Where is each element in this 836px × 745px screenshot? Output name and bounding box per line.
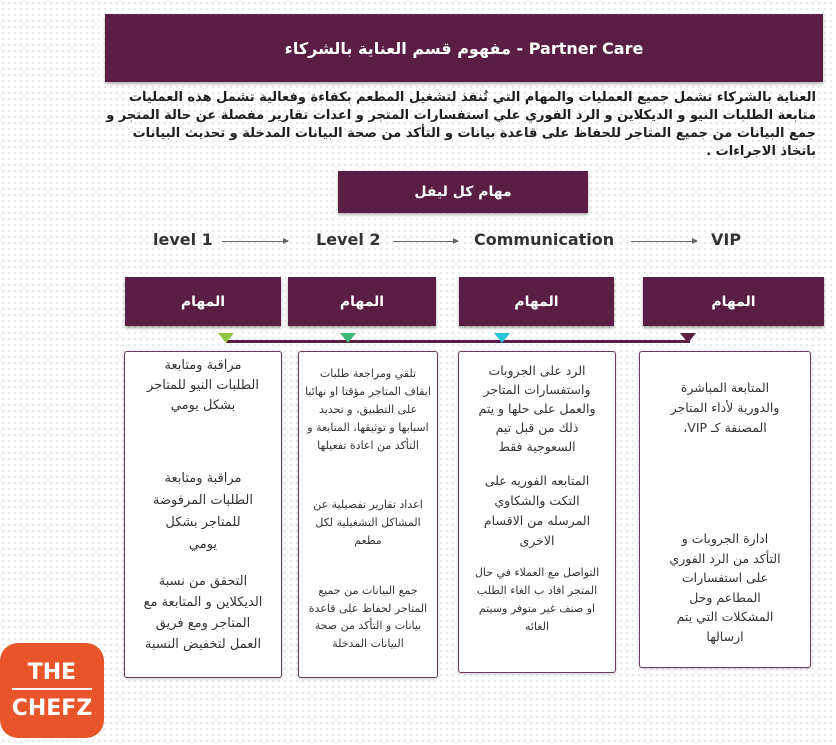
level-label-vip: VIP [711,230,742,249]
task-item: المتابعه الفوريه على التكت والشكاوي المرسله من الاقسام الاخرى [483,473,591,548]
column-box-communication [458,351,616,673]
column-box-level1 [124,351,282,678]
arrow-connector [631,241,697,242]
tasks-per-level-banner: مهام كل ليفل [338,171,588,213]
task-item: التحقق من نسبة الديكلاين و المتابعة مع المتاجر ومع فريق العمل لتخفيض النسبة [143,574,263,652]
triangle-marker-icon [680,333,696,343]
page-title: مفهوم قسم العناية بالشركاء - Partner Care [105,14,823,82]
triangle-marker-icon [218,333,234,343]
task-item: اعداد تقارير تفصيلية عن المشاكل التشغيلية لكل مطعم [313,498,423,547]
arrow-connector [393,241,458,242]
task-item: الرد على الجروبات واستفسارات المتاجر والعمل على حلها و يتم ذلك من قبل تيم السعوجية فقط [478,363,596,454]
column-header-vip: المهام [643,277,824,326]
level-label-level2: Level 2 [316,230,381,249]
task-item: جمع البيانات من جميع المتاجر لحفاظ على قاعدة بيانات و التأكد من صحة البيانات المدخلة [308,584,428,650]
intro-paragraph: العناية بالشركاء تشمل جميع العمليات والمهام التي تُنفذ لتشغيل المطعم بكفاءة وفعالية تشمل هذه العمليات متابعة الطلبات النيو و الديكلاين و الرد الفوري علي استفسارات المتجر و اعدات تقارير مفصلة عن حالة المتجر و جمع البيانات من جميع المتاجر للحفاظ على قاعدة بيانات و التأكد من صحة البيانات المدخلة و تحديث البيانات باتخاذ الاجراءات . [106,90,816,159]
column-header-level1: المهام [125,277,281,326]
column-box-level2 [298,351,438,678]
task-item: مراقبة ومتابعة الطلبات النيو للمتاجر بشكل يومي [147,358,259,413]
level-label-level1: level 1 [153,230,213,249]
task-item: التواصل مع العملاء في حال المتجر افاد ب الغاء الطلب او صنف غير متوفر وسيتم الغائه [474,566,600,633]
triangle-marker-icon [494,333,510,343]
task-item: المتابعة المباشرة والدورية لأداء المتاجر المصنفة كـ VIP، [670,380,780,435]
column-header-communication: المهام [459,277,614,326]
task-item: مراقبة ومتابعة الطلبات المرفوضة للمتاجر بشكل يومي [153,471,253,552]
level-label-communication: Communication [474,230,615,249]
connector-line [226,340,690,343]
triangle-marker-icon [340,333,356,343]
column-header-level2: المهام [288,277,436,326]
task-item: ادارة الجروبات و التأكد من الرد الفوري على استفسارات المطاعم وحل المشكلات التي يتم ارسالها [669,531,781,644]
logo-text-the: THE [27,659,77,685]
the-chefz-logo [0,643,104,738]
column-box-vip [639,351,811,668]
task-item: تلقي ومراجعة طلبات ايقاف المتاجر مؤقتا او نهائيا على التطبيق، و تحديد اسبابها و توثيقها، المتابعة و التأكد من اعادة تفعيلها [305,367,431,452]
logo-text-chefz: CHEFZ [12,688,93,724]
arrow-connector [222,241,288,242]
